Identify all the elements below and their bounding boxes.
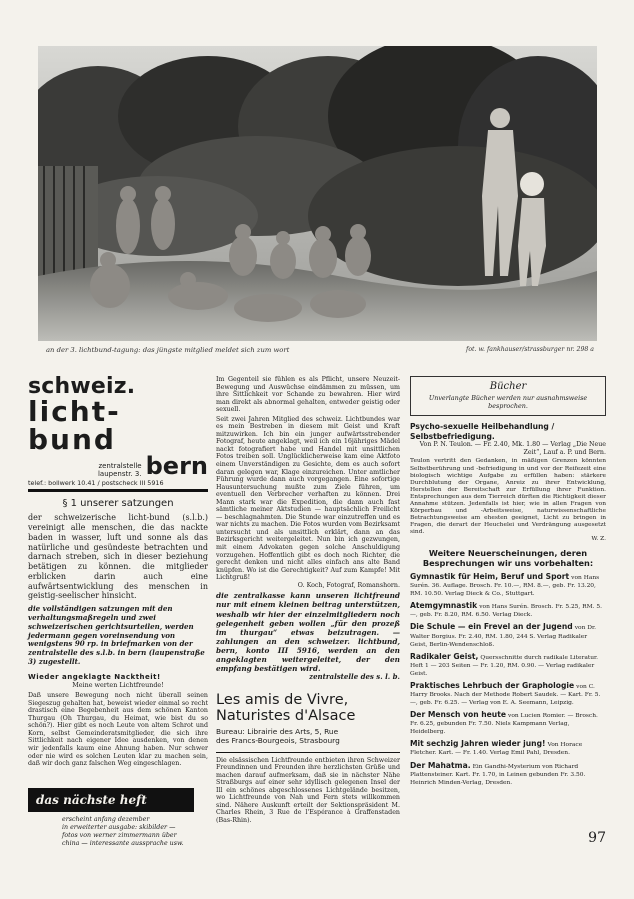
book-entry-info: Quersschnitte durch radikale Literatur. Heft 1 — 203 Seiten — Fr. 1.20, RM. 0.90. — Verlag radikaler Geist.: [410, 654, 599, 677]
column-1: [28, 370, 208, 768]
next-issue-line-3: fotos von werner zimmermann über: [62, 831, 177, 839]
amis-text: Die elsässischen Lichtfreunde entbieten ihren Schweizer Freundinnen und Freunden ihre herzlichsten Grüße und machen darauf aufmerksam, daß sie in nächster Nähe Straßburgs auf einer sehr idyllisch gelegenen Insel der Ill ein schönes abgeschlossenes Lichtgelände besitzen, wo Lichtfreunde von Nah und Fern stets willkommen sind. Nähere Auskunft erteilt der Sektionspräsident M. Charles Rhein, 3 Rue de l'Espérance à Graffenstaden (Bas-Rhin).: [216, 756, 400, 824]
next-issue-line-2: in erweiterter ausgabe: skibilder —: [62, 823, 176, 831]
book-entry: [410, 601, 606, 619]
book-entry-title: Die Schule — ein Frevel an der Jugend: [410, 622, 573, 632]
book-entry-info: von C. Harry Brooks. Nach der Methode Robert Saudek. — Kart. Fr. 5.—, geb. Fr. 6.25. — Verlag von E. A. Seemann, Leipzig.: [410, 683, 601, 707]
book-entry-title: Radikaler Geist,: [410, 651, 479, 661]
address-line-2: laupenstr. 3.: [97, 469, 142, 478]
book-entry-title: Praktisches Lehrbuch der Graphologie: [410, 680, 575, 690]
amis-title-line-1: Les amis de Vivre,: [216, 691, 349, 708]
column-2: [216, 376, 400, 824]
books-title: Bücher: [489, 381, 527, 392]
book-entry-info: von Hans Surén. Brosch. Fr. 5.25, RM. 5.—, geb. Fr. 8.20, RM. 6.50. Verlag Dieck.: [410, 604, 603, 619]
books-header-box: [410, 376, 606, 416]
main-text: Seit zwei Jahren Mitglied des schweiz. Lichtbundes war es mein Bestreben in diesem mit Geist und Kraft mitzuwirken. Ich bin ein junger aufwärtsstrebender Fotograf, heute angeklagt, weil ich ein 16jähriges Mädel nackt fotografiert habe und Handel mit unsittlichen Fotos treiben soll. Unglücklicherweise kam eine Aktfoto einem Unverständigen zu Gesichte, dem es auch sofort daran gelegen war, Klage einzureichen. Unter amtlicher Führung wurde dann auch vorgegangen. Eine sofortige Hausuntersuchung mußte zum Ziele führen, um eventuell den Verbrecher verhaften zu können. Drei Mann stark war die Expedition, die dann auch fast sämtliche meiner Aktstudien — hauptsächlich Freilicht — beschlagnahmten. Die Stunde war einzutreffen und es war nichts zu machen. Die Fotos wurden vom Bezirksamt untersucht und als unsittlich erklärt, dann an das Bezirksgericht weitergeleitet. Nun bin ich gezwungen, mit einem Advokaten gegen solche Anschuldigung vorzugehen. Hoffentlich gibt es doch noch Richter, die gerecht denken und nicht alles einfach ans alte Band knüpfen. Wo ist die Gerechtigkeit? Auf zum Kampfe! Mit Lichtgruß!: [216, 415, 400, 582]
photo: [38, 46, 597, 341]
amis-title-line-2: Naturistes d'Alsace: [216, 708, 356, 725]
book-entry-info: Ein Gandhi-Mysterium von Richard Plattensteiner. Kart. Fr. 1.70, in Leinen gebunden Fr. 3.50. Heinrich Minden-Verlag, Dresden.: [410, 763, 586, 786]
amis-bureau: [216, 727, 400, 746]
book-entry: [410, 572, 606, 598]
book-list: [410, 572, 606, 787]
divider: [216, 752, 400, 753]
book-entry-title: Atemgymnastik: [410, 601, 478, 611]
address-line-1: zentralstelle: [98, 461, 142, 470]
book-entry-info: von Dr. Walter Borgius. Fr. 2.40, RM. 1.80, 244 S. Verlag Radikaler Geist, Berlin-Wendenschloß.: [410, 625, 597, 648]
satzung-text: der schweizerische licht-bund (s.l.b.) vereinigt alle menschen, die das nackte baden in wasser, luft und sonne als das natürliche und gesündeste betrachten und darnach streben, sich in dieser beziehung betätigen zu können. die mitglieder erblicken darin auch eine aufwärtsentwicklung des menschen in geistig-seelischer hinsicht.: [28, 513, 208, 601]
book-1-review: Teulon vertritt den Gedanken, in mäßigen Grenzen könnten Selbstberührung und -befriedigung in und vor der Reifezeit eine biologisch wichtige Aufgabe zu erfüllen haben: stärkere Durchblutung der Organe, Anreiz zu ihrer Entwicklung, Herstellen der Bereitschaft zur Erfüllung ihrer Funktion. Entsprechungen aus dem Tierreich dürften die Richtigkeit dieser Annahme stützen. Jedenfalls ist hier, wie in allen Fragen von Körperbau und -Arbeitsweise, naturwissenschaftliche Betrachtungsweise am ehesten geeignet, Licht zu bringen in Fragen, die derart der Heuchelei und Verdrängung ausgesetzt sind.: [410, 458, 606, 536]
book-entry-title: Gymnastik für Heim, Beruf und Sport: [410, 572, 570, 582]
book-entry: [410, 652, 606, 678]
city-name: bern: [145, 452, 208, 480]
next-issue-line-4: china — interessante aussprache usw.: [62, 839, 184, 847]
amis-bureau-line-1: Bureau: Librairie des Arts, 5, Rue: [216, 727, 339, 737]
wieder-salutation: Meine werten Lichtfreunde!: [72, 681, 164, 690]
book-entry-info: von Hans Surén. 36. Auflage. Brosch. Fr. 10.—, RM. 8.—, geb. Fr. 13.20, RM. 10.50. Verlag Dieck & Co., Stuttgart.: [410, 575, 600, 598]
book-1-info: Von P. N. Teulon. — Fr. 2.40, Mk. 1.80 — Verlag „Die Neue Zeit“, Lauf a. P. und Bern.: [419, 441, 606, 456]
next-issue-box: [28, 772, 218, 848]
new-releases-title: Weitere Neuerscheinungen, deren Besprechungen wir uns vorbehalten:: [422, 548, 594, 569]
zentralkasse-note: die zentralkasse kann unseren lichtfreund nur mit einem kleinen beitrag unterstützen, weshalb wir hier der einzelmitgliedern noch gelegenheit geben wollen „für den prozeß im thurgau“ etwas beizutragen. — zahlungen an den schweizer. lichtbund, bern, konto III 5916, werden an den angeklagten weitergeleitet, der den empfang bestätigen wird.: [216, 591, 400, 674]
letter-signature: O. Koch, Fotograf, Romanshorn.: [297, 581, 400, 589]
books-note: Unverlangte Bücher werden nur ausnahmsweise besprochen.: [428, 394, 588, 410]
book-entry: [410, 739, 606, 757]
book-entry-title: Der Mahatma.: [410, 760, 471, 770]
next-issue-text: [62, 816, 218, 847]
next-issue-line-1: erscheint anfang dezember: [62, 816, 150, 823]
book-entry: [410, 710, 606, 736]
photo-graphic: [38, 46, 597, 341]
wieder-title: Wieder angeklagte Nacktheit!: [28, 673, 161, 682]
amis-bureau-line-2: des Francs-Bourgeois, Strasbourg: [216, 736, 340, 746]
next-issue-title: das nächste heft: [28, 788, 194, 812]
book-entry: [410, 622, 606, 648]
section-title: § 1 unserer satzungen: [62, 498, 174, 510]
photo-credit: fot. w. fankhauser/strassburger nr. 298 a: [466, 346, 594, 353]
satzung-italic-note: die vollständigen satzungen mit den verhaltungsmaßregeln und zwei schweizerischen gerichtsurteilen, werden jedermann gegen voreinsendung von wenigstens 90 rp. in briefmarken von der zentralstelle des s.l.b. in bern (laupenstraße 3) zugestellt.: [28, 604, 205, 667]
brand-line-1: schweiz.: [28, 374, 136, 399]
book-entry-title: Mit sechzig Jahren wieder jung!: [410, 739, 546, 749]
photo-caption: an der 3. lichtbund-tagung: das jüngste mitglied meldet sich zum wort: [46, 346, 290, 354]
page-number: 97: [588, 830, 606, 846]
wieder-text: Daß unsere Bewegung noch nicht überall seinen Siegeszug gehalten hat, beweist wieder einmal so recht drastisch eine Begebenheit aus dem schönen Kanton Thurgau (Oh Thurgau, du Heimat, wie bist du so schön?). Hier gibt es noch Leute von altem Schrot und Korn, selbst Gemeinderatsmitglieder, die sich ihre Sittlichkeit nach eigener Idee ausdenken, von denen wir jedenfalls kaum eine Ahnung haben. Nur schwer oder nie wird es solchen Leuten klar zu machen sein, daß wir doch ganz falschen Weg eingeschlagen.: [28, 692, 208, 768]
amis-title: [216, 692, 400, 725]
brand-line-2: licht-bund: [28, 395, 121, 456]
book-1-signature: W. Z.: [591, 536, 606, 543]
address-block: [98, 462, 146, 478]
zentralstelle-signature: zentralstelle des s. l. b.: [309, 672, 400, 682]
address-row: [28, 452, 208, 480]
intro-text: Im Gegenteil sie fühlen es als Pflicht, unsere Neuzeit-Bewegung und Auswüchse eindämmen zu müssen, um ihre Sittlichkeit vor Schande zu bewahren. Hier wird man direkt als abnormal gehalten, entweder geistig oder sexuell.: [216, 376, 400, 414]
book-entry: [410, 681, 606, 707]
column-3: [410, 376, 606, 787]
book-entry-info: von Lucien Romier. — Brosch. Fr. 6.25, gebunden Fr. 7.50. Niels Kampmann Verlag, Heidelberg.: [410, 713, 598, 736]
telephone-line: telef.: bollwerk 10.41 / postscheck III 5916: [28, 480, 208, 493]
book-entry: [410, 761, 606, 787]
book-entry-info: Von Horace Fletcher. Kart. — Fr. 1.40. Verlag Emil Pahl, Dresden.: [410, 742, 583, 757]
book-1-title: Psycho-sexuelle Heilbehandlung / Selbstbefriedigung.: [410, 422, 555, 441]
book-entry-title: Der Mensch von heute: [410, 710, 506, 720]
